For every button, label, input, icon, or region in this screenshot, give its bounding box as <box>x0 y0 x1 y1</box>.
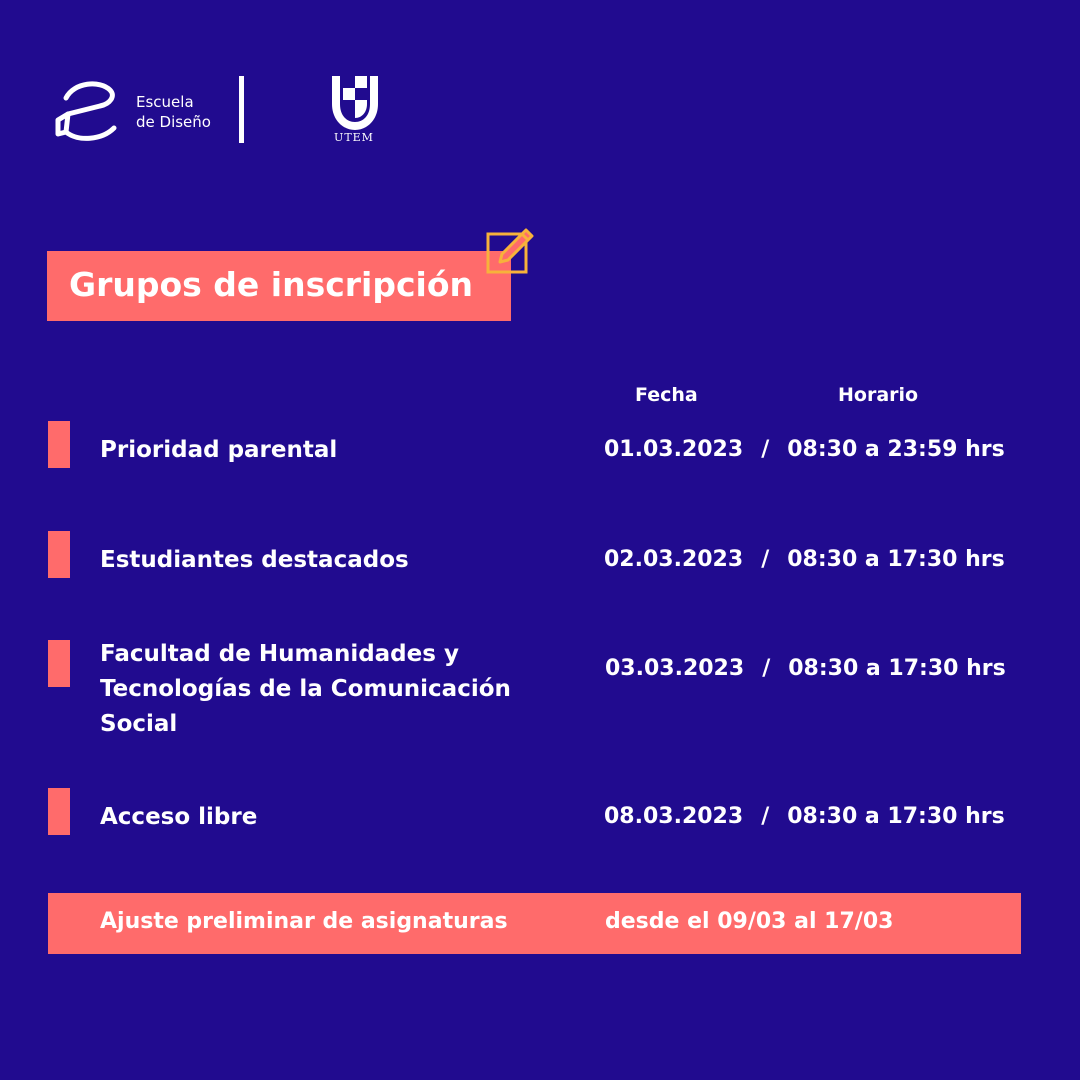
utem-shield-icon <box>329 74 381 132</box>
row-date: 08.03.2023 <box>604 804 744 829</box>
row-separator: / <box>761 437 770 462</box>
row-marker <box>48 531 70 578</box>
row-label-prioridad-parental <box>100 433 337 468</box>
page-title: Grupos de inscripción <box>69 265 474 304</box>
row-time: 08:30 a 17:30 hrs <box>787 804 1005 829</box>
row-label-line: Social <box>100 711 178 737</box>
row-schedule <box>604 547 1005 572</box>
escuela-logo-line-2: de Diseño <box>136 113 211 131</box>
row-separator: / <box>762 656 771 681</box>
row-label-line: Prioridad parental <box>100 437 338 463</box>
row-label-facultad-humanidades <box>100 637 511 742</box>
row-time: 08:30 a 23:59 hrs <box>787 437 1005 462</box>
footer-label: Ajuste preliminar de asignaturas <box>100 909 508 934</box>
header-divider <box>239 76 244 143</box>
row-marker <box>48 788 70 835</box>
column-header-horario: Horario <box>838 384 919 406</box>
escuela-logo-text <box>136 92 211 132</box>
row-marker <box>48 640 70 687</box>
row-schedule <box>604 804 1005 829</box>
row-time: 08:30 a 17:30 hrs <box>787 547 1005 572</box>
title-banner <box>47 251 511 321</box>
row-schedule <box>604 437 1005 462</box>
escuela-logo-icon <box>52 76 122 146</box>
footer-date-range: desde el 09/03 al 17/03 <box>605 909 894 934</box>
edit-pencil-icon <box>484 224 538 276</box>
escuela-logo-line-1: Escuela <box>136 93 194 111</box>
row-date: 03.03.2023 <box>605 656 745 681</box>
row-date: 01.03.2023 <box>604 437 744 462</box>
footer-banner <box>48 893 1021 954</box>
row-label-line: Facultad de Humanidades y <box>100 641 459 667</box>
row-time: 08:30 a 17:30 hrs <box>788 656 1006 681</box>
row-separator: / <box>761 547 770 572</box>
row-date: 02.03.2023 <box>604 547 744 572</box>
row-label-line: Estudiantes destacados <box>100 547 409 573</box>
column-header-fecha: Fecha <box>635 384 698 406</box>
row-label-line: Tecnologías de la Comunicación <box>100 676 511 702</box>
row-separator: / <box>761 804 770 829</box>
row-label-line: Acceso libre <box>100 804 258 830</box>
row-label-acceso-libre <box>100 800 257 835</box>
row-marker <box>48 421 70 468</box>
row-schedule <box>605 656 1006 681</box>
row-label-estudiantes-destacados <box>100 543 409 578</box>
utem-logo-text: UTEM <box>334 131 374 144</box>
